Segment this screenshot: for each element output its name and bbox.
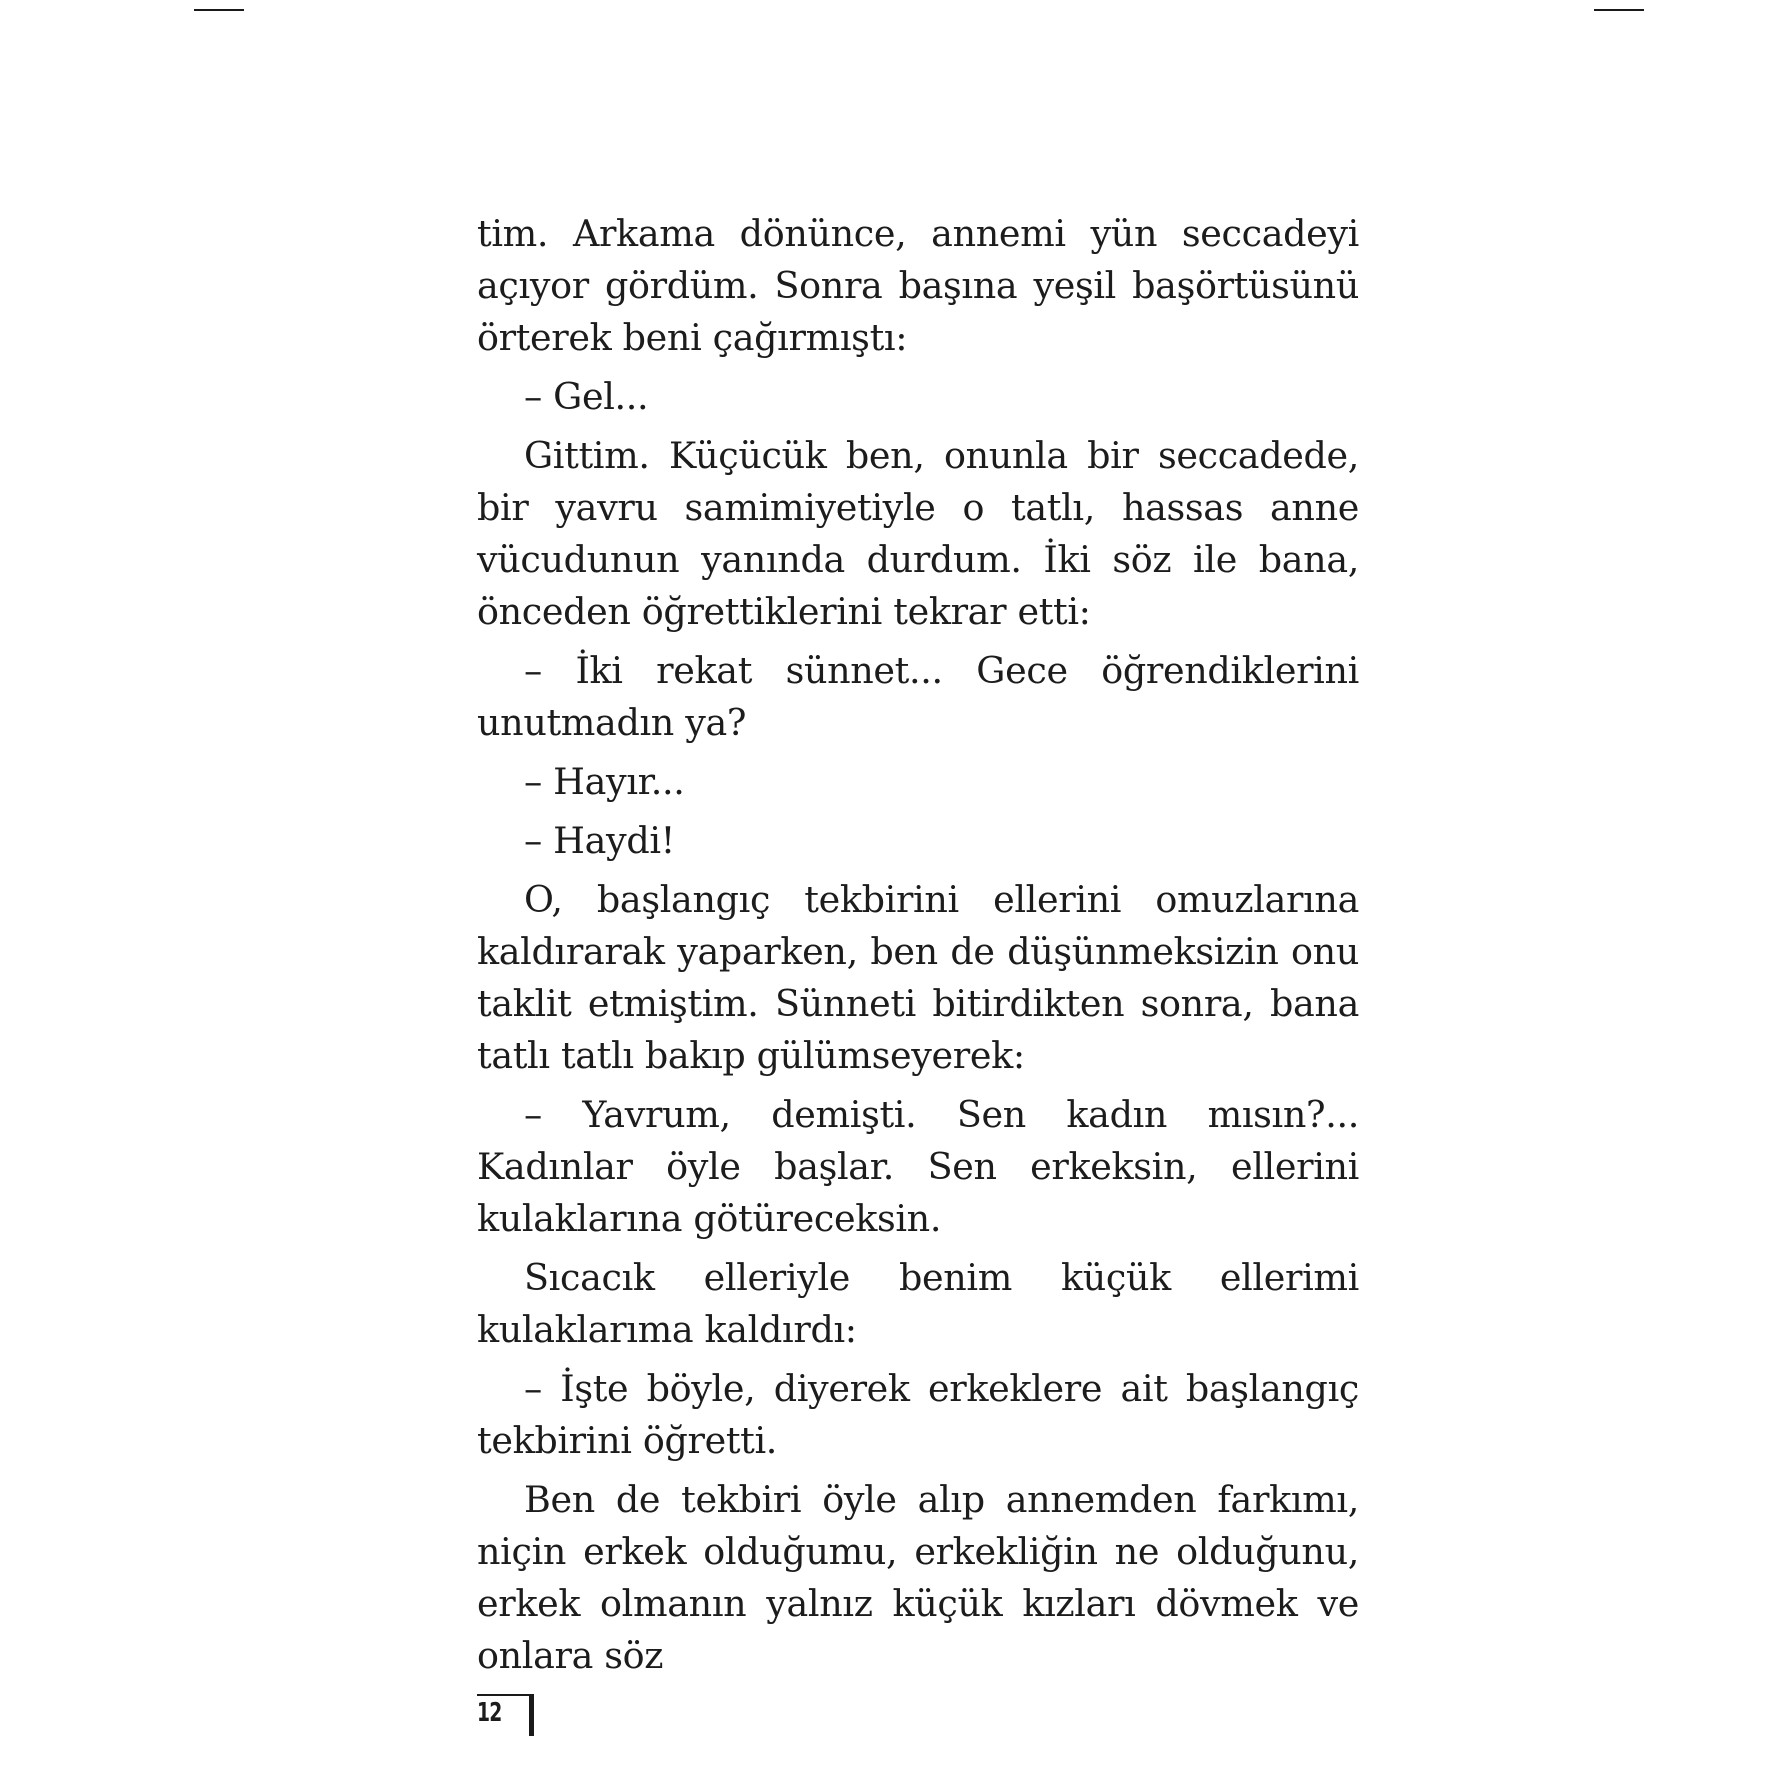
page-number-bar [529, 1694, 534, 1736]
paragraph: Gittim. Küçücük ben, onunla bir seccadede, bir yavru samimiyetiyle o tatlı, hassas anne vücudunun yanında durdum. İki söz ile bana, önceden öğrettiklerini tekrar etti: [477, 434, 1359, 633]
crop-mark-right [1594, 9, 1644, 11]
paragraph: tim. Arkama dönünce, annemi yün seccadeyi açıyor gördüm. Sonra başına yeşil başörtüsünü örterek beni çağırmıştı: [477, 212, 1359, 359]
paragraph: O, başlangıç tekbirini ellerini omuzlarına kaldırarak yaparken, ben de düşünmeksizin onu taklit etmiştim. Sünneti bitirdikten sonra, bana tatlı tatlı bakıp gülümseyerek: [477, 878, 1359, 1077]
page-number: 12 [477, 1698, 502, 1728]
dialogue-line: – Yavrum, demişti. Sen kadın mısın?... Kadınlar öyle başlar. Sen erkeksin, ellerini kulaklarına götüreceksin. [477, 1093, 1359, 1240]
dialogue-line: – Hayır... [524, 760, 685, 803]
paragraph: Sıcacık elleriyle benim küçük ellerimi kulaklarıma kaldırdı: [477, 1256, 1359, 1351]
dialogue-line: – İşte böyle, diyerek erkeklere ait başlangıç tekbirini öğretti. [477, 1367, 1359, 1462]
dialogue-line: – İki rekat sünnet... Gece öğrendiklerini unutmadın ya? [477, 649, 1359, 744]
dialogue-line: – Haydi! [524, 819, 675, 862]
crop-mark-left [194, 9, 244, 11]
page-footer [477, 1694, 537, 1738]
dialogue-line: – Gel... [524, 375, 649, 418]
paragraph: Ben de tekbiri öyle alıp annemden farkımı, niçin erkek olduğumu, erkekliğin ne olduğunu, erkek olmanın yalnız küçük kızları dövmek ve onlara söz [477, 1478, 1359, 1677]
page-number-rule [477, 1694, 529, 1696]
body-text [477, 208, 1359, 1689]
